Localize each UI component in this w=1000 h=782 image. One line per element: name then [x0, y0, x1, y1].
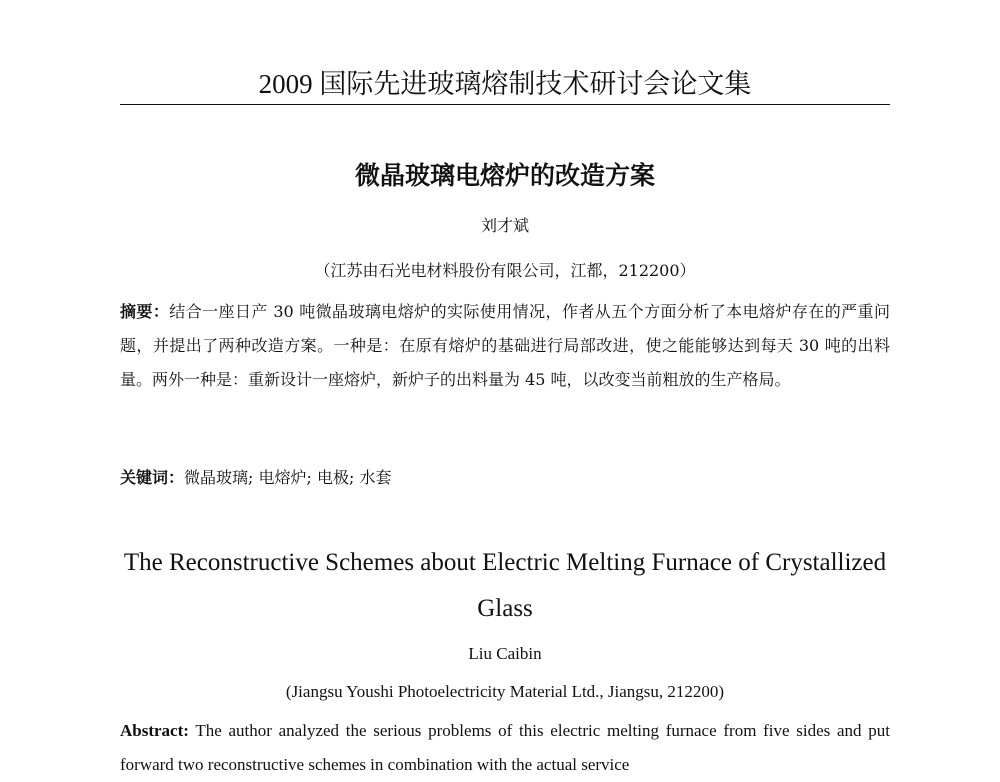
chinese-keywords-text: 微晶玻璃; 电熔炉; 电极; 水套 — [184, 468, 392, 487]
chinese-affiliation: （江苏由石光电材料股份有限公司，江都，212200） — [314, 261, 696, 280]
english-abstract-label: Abstract: — [120, 721, 189, 740]
english-title: The Reconstructive Schemes about Electric Melting Furnace of Crystallized Glass — [123, 549, 887, 622]
english-abstract — [120, 714, 890, 782]
chinese-author: 刘才斌 — [480, 216, 529, 235]
chinese-keywords-label: 关键词： — [120, 468, 185, 487]
header-rule — [120, 104, 890, 105]
proceedings-header: 2009 国际先进玻璃熔制技术研讨会论文集 — [258, 69, 752, 99]
chinese-abstract-text: 结合一座日产 30 吨微晶玻璃电熔炉的实际使用情况，作者从五个方面分析了本电熔炉存在的严重问题，并提出了两种改造方案。一种是：在原有熔炉的基础进行局部改进，使之能能够达到每天 30 吨的出料量。两外一种是：重新设计一座熔炉，新炉子的出料量为 45 吨，以改变当前粗放的生产格局。 — [120, 302, 890, 389]
english-abstract-text: The author analyzed the serious problems of this electric melting furnace from five sides and put forward two reconstructive schemes in combination with the actual service — [120, 721, 890, 774]
chinese-keywords — [120, 465, 890, 491]
chinese-abstract-label: 摘要： — [120, 302, 170, 321]
english-affiliation: (Jiangsu Youshi Photoelectricity Material Ltd., Jiangsu, 212200) — [285, 682, 725, 701]
chinese-abstract — [120, 295, 890, 397]
chinese-title: 微晶玻璃电熔炉的改造方案 — [354, 161, 655, 190]
english-author: Liu Caibin — [468, 644, 542, 663]
